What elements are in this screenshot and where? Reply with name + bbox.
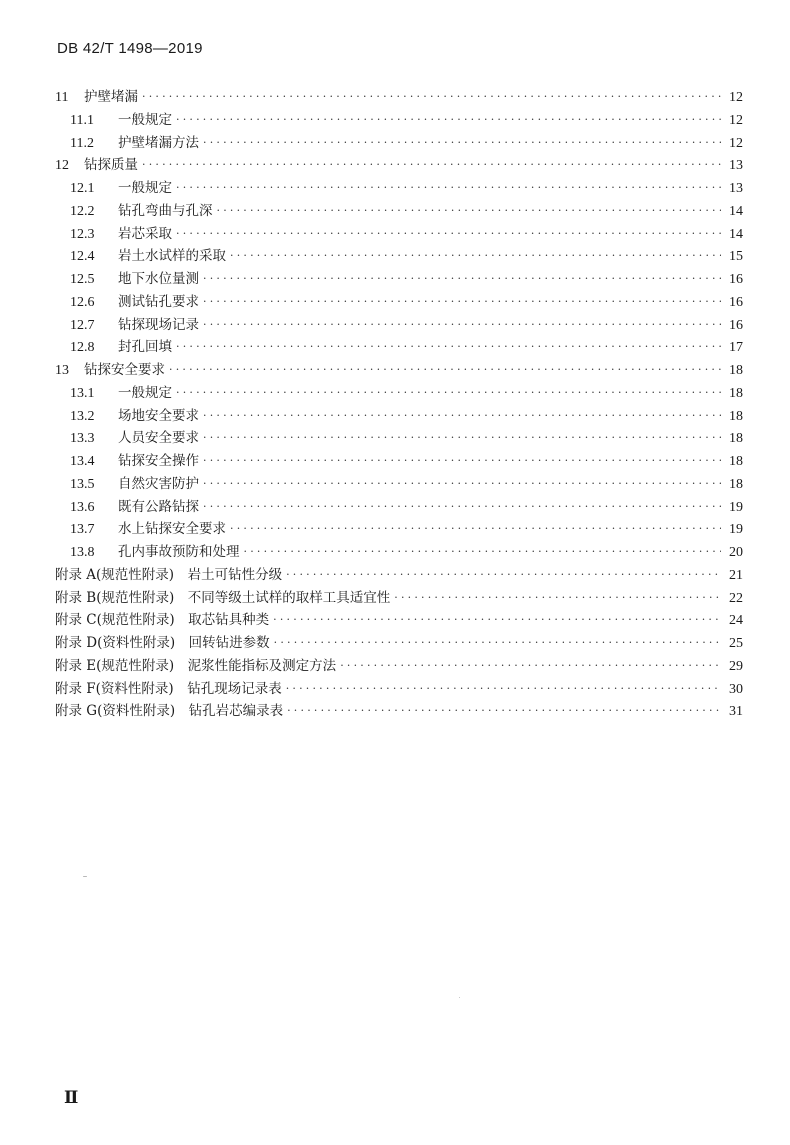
toc-entry-title: 场地安全要求 <box>118 407 199 424</box>
toc-dot-leader <box>274 632 721 655</box>
toc-dot-leader <box>142 154 721 177</box>
toc-dot-leader <box>340 655 721 678</box>
toc-entry[interactable] <box>55 427 743 450</box>
toc-entry-page: 12 <box>729 135 743 151</box>
toc-entry-page: 31 <box>729 704 743 720</box>
toc-entry[interactable] <box>55 291 743 314</box>
toc-entry-title: 附录 A(规范性附录) 岩土可钻性分级 <box>55 566 283 583</box>
toc-entry[interactable] <box>55 223 743 246</box>
toc-entry-title: 钻孔弯曲与孔深 <box>118 202 213 219</box>
toc-entry-page: 14 <box>729 203 743 219</box>
toc-dot-leader <box>286 678 721 701</box>
toc-entry-title: 护壁堵漏方法 <box>118 134 199 151</box>
toc-entry-page: 18 <box>729 385 743 401</box>
toc-entry-number: 12.4 <box>70 249 95 265</box>
toc-entry-number: 12.8 <box>70 340 95 356</box>
toc-entry-title: 一般规定 <box>118 384 172 401</box>
toc-dot-leader <box>203 496 721 519</box>
toc-entry[interactable] <box>55 245 743 268</box>
toc-entry-title: 一般规定 <box>118 180 172 196</box>
toc-dot-leader <box>203 291 721 314</box>
toc-entry-page: 24 <box>729 613 743 629</box>
toc-entry-title: 附录 E(规范性附录) 泥浆性能指标及测定方法 <box>55 657 337 674</box>
table-of-contents <box>55 86 743 723</box>
toc-entry-title: 地下水位量测 <box>118 271 199 287</box>
toc-entry[interactable] <box>55 541 743 564</box>
toc-entry-number: 12.6 <box>70 294 95 310</box>
toc-entry-page: 18 <box>729 408 743 424</box>
page-number: Ⅱ <box>64 1088 79 1107</box>
toc-dot-leader <box>394 587 721 610</box>
toc-dot-leader <box>287 700 721 723</box>
toc-entry-number: 13.7 <box>70 522 95 538</box>
toc-entry[interactable] <box>55 132 743 155</box>
toc-entry[interactable] <box>55 86 743 109</box>
toc-entry[interactable] <box>55 496 743 519</box>
toc-entry[interactable] <box>55 314 743 337</box>
toc-entry-page: 16 <box>729 272 743 287</box>
toc-entry-page: 13 <box>729 158 743 174</box>
toc-entry[interactable] <box>55 109 743 132</box>
toc-entry[interactable] <box>55 609 743 632</box>
toc-entry-title: 钻探现场记录 <box>118 316 199 333</box>
toc-entry[interactable] <box>55 405 743 428</box>
toc-entry-title: 附录 B(规范性附录) 不同等级土试样的取样工具适宜性 <box>55 589 391 606</box>
toc-entry-number: 12.2 <box>70 203 95 219</box>
toc-dot-leader <box>142 86 721 109</box>
toc-entry-number: 12.1 <box>70 181 95 196</box>
toc-entry-page: 14 <box>729 226 743 242</box>
toc-entry-title: 测试钻孔要求 <box>118 293 199 310</box>
toc-entry-number: 13 <box>55 363 69 378</box>
toc-entry[interactable] <box>55 450 743 473</box>
toc-entry-page: 18 <box>729 454 743 469</box>
toc-dot-leader <box>273 609 721 632</box>
toc-dot-leader <box>203 314 721 337</box>
toc-entry-number: 12 <box>55 158 69 174</box>
toc-entry[interactable] <box>55 587 743 610</box>
toc-entry-page: 18 <box>729 476 743 492</box>
toc-entry-number: 11.2 <box>70 135 94 151</box>
toc-entry-page: 25 <box>729 636 743 651</box>
toc-entry-number: 12.3 <box>70 226 95 242</box>
toc-entry-title: 钻探安全操作 <box>118 453 199 469</box>
toc-dot-leader <box>203 473 721 496</box>
toc-dot-leader <box>176 109 721 132</box>
toc-entry[interactable] <box>55 473 743 496</box>
toc-dot-leader <box>203 268 721 291</box>
toc-entry-number: 12.5 <box>70 272 95 287</box>
toc-entry-page: 12 <box>729 112 743 128</box>
toc-entry-title: 人员安全要求 <box>118 430 199 447</box>
toc-entry-page: 18 <box>729 431 743 447</box>
toc-entry-number: 13.8 <box>70 545 95 560</box>
toc-entry-page: 21 <box>729 567 743 583</box>
toc-entry-number: 13.2 <box>70 408 95 424</box>
toc-dot-leader <box>286 564 721 587</box>
toc-entry-page: 22 <box>729 590 743 606</box>
toc-dot-leader <box>203 132 721 155</box>
toc-entry-page: 19 <box>729 522 743 538</box>
toc-entry-title: 岩芯采取 <box>118 225 172 242</box>
toc-entry-title: 附录 D(资料性附录) 回转钻进参数 <box>55 635 270 651</box>
toc-entry-page: 29 <box>729 658 743 674</box>
toc-dot-leader <box>203 405 721 428</box>
toc-entry-page: 30 <box>729 681 743 697</box>
toc-entry-page: 19 <box>729 499 743 515</box>
toc-entry-title: 钻探质量 <box>84 157 138 174</box>
document-code: DB 42/T 1498—2019 <box>57 40 203 57</box>
toc-entry-title: 封孔回填 <box>118 339 172 356</box>
scan-speck <box>83 876 87 877</box>
toc-dot-leader <box>176 177 721 200</box>
toc-entry-number: 13.4 <box>70 454 95 469</box>
toc-entry-number: 11 <box>55 90 69 105</box>
toc-dot-leader <box>176 223 721 246</box>
toc-entry[interactable] <box>55 655 743 678</box>
toc-entry-page: 17 <box>729 340 743 356</box>
scan-speck <box>459 997 460 998</box>
toc-entry-page: 16 <box>729 317 743 333</box>
toc-entry[interactable] <box>55 359 743 382</box>
toc-entry[interactable] <box>55 518 743 541</box>
toc-dot-leader <box>244 541 722 564</box>
toc-entry[interactable] <box>55 632 743 655</box>
toc-entry[interactable] <box>55 564 743 587</box>
toc-entry-number: 13.6 <box>70 499 95 515</box>
toc-entry[interactable] <box>55 177 743 200</box>
toc-entry-page: 16 <box>729 294 743 310</box>
toc-dot-leader <box>217 200 722 223</box>
toc-entry-page: 13 <box>729 181 743 196</box>
toc-entry-title: 附录 C(规范性附录) 取芯钻具种类 <box>55 612 270 629</box>
toc-entry-title: 钻探安全要求 <box>84 362 165 378</box>
toc-entry-page: 20 <box>729 545 743 560</box>
toc-entry-number: 13.3 <box>70 431 95 447</box>
toc-entry[interactable] <box>55 200 743 223</box>
toc-entry-page: 12 <box>729 90 743 105</box>
toc-dot-leader <box>230 518 721 541</box>
toc-entry-title: 附录 F(资料性附录) 钻孔现场记录表 <box>55 680 282 697</box>
toc-entry-title: 护壁堵漏 <box>84 89 138 105</box>
toc-entry-title: 岩土水试样的采取 <box>118 248 226 265</box>
toc-entry-number: 11.1 <box>70 112 94 128</box>
toc-entry-number: 13.5 <box>70 476 95 492</box>
toc-entry[interactable] <box>55 154 743 177</box>
toc-entry-number: 13.1 <box>70 385 95 401</box>
toc-entry-number: 12.7 <box>70 317 95 333</box>
toc-dot-leader <box>203 450 721 473</box>
toc-entry-title: 附录 G(资料性附录) 钻孔岩芯编录表 <box>55 703 284 720</box>
toc-entry[interactable] <box>55 678 743 701</box>
toc-entry-title: 既有公路钻探 <box>118 498 199 515</box>
toc-dot-leader <box>230 245 721 268</box>
toc-entry-page: 15 <box>729 249 743 265</box>
toc-dot-leader <box>169 359 721 382</box>
toc-entry[interactable] <box>55 268 743 291</box>
toc-entry-page: 18 <box>729 363 743 378</box>
toc-entry-title: 水上钻探安全要求 <box>118 521 226 538</box>
toc-dot-leader <box>203 427 721 450</box>
toc-entry-title: 自然灾害防护 <box>118 475 199 492</box>
toc-entry[interactable] <box>55 382 743 405</box>
toc-entry-title: 一般规定 <box>118 111 172 128</box>
toc-dot-leader <box>176 382 721 405</box>
toc-dot-leader <box>176 336 721 359</box>
toc-entry[interactable] <box>55 700 743 723</box>
toc-entry[interactable] <box>55 336 743 359</box>
toc-entry-title: 孔内事故预防和处理 <box>118 544 240 560</box>
